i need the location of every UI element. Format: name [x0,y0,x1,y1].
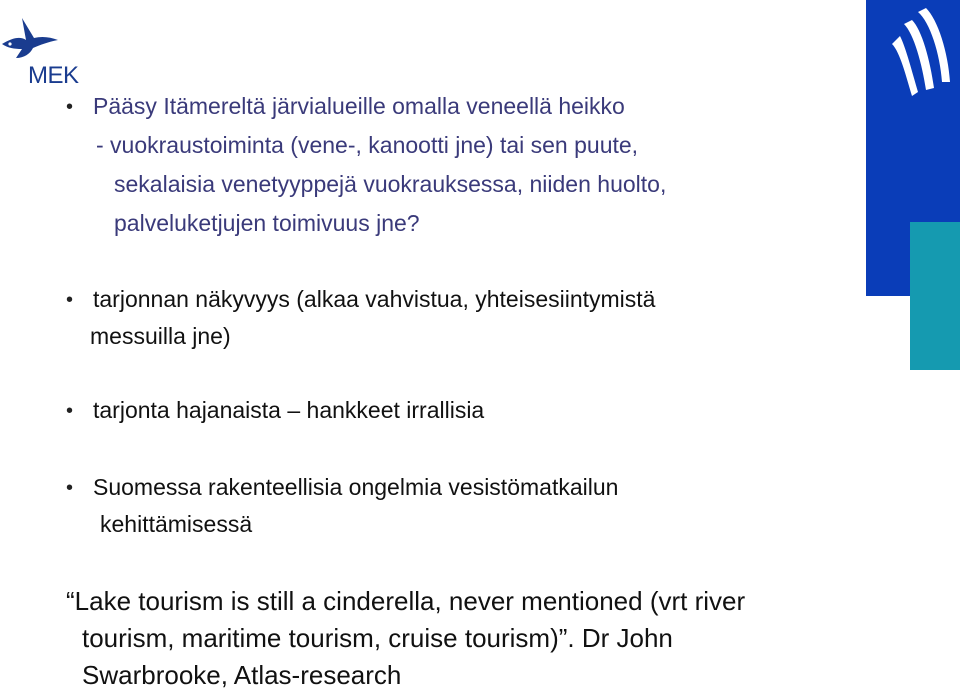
mek-logo [0,14,90,89]
quote-line-1: “Lake tourism is still a cinderella, never mentioned (vrt river [66,586,746,616]
bullet-2-line-2: messuilla jne) [90,323,231,349]
bullet-icon: • [66,477,74,499]
quote-line-3: Swarbrooke, Atlas-research [82,660,402,690]
logo-text: MEK [28,62,79,89]
bullet-1-line-3: sekalaisia venetyyppejä vuokrauksessa, niiden huolto, [114,171,667,197]
bullet-3-line-1: tarjonta hajanaista – hankkeet irrallisia [93,397,485,423]
teal-bar [910,222,960,370]
decorative-side-bars [866,0,960,380]
bullet-4-line-1: Suomessa rakenteellisia ongelmia vesistömatkailun [93,474,619,500]
bullet-2-line-1: tarjonnan näkyvyys (alkaa vahvistua, yhteisesiintymistä [93,286,656,312]
bullet-1-line-1: Pääsy Itämereltä järvialueille omalla veneellä heikko [93,93,625,119]
bullet-icon: • [66,96,74,118]
swallow-bird-icon [0,14,60,64]
bullet-4-line-2: kehittämisessä [100,511,253,537]
bullet-icon: • [66,289,74,311]
bullet-1-line-4: palveluketjujen toimivuus jne? [114,210,420,236]
bullet-1-line-2: - vuokraustoiminta (vene-, kanootti jne) tai sen puute, [96,132,639,158]
bullet-icon: • [66,400,74,422]
quote-line-2: tourism, maritime tourism, cruise tourism)”. Dr John [82,623,673,653]
